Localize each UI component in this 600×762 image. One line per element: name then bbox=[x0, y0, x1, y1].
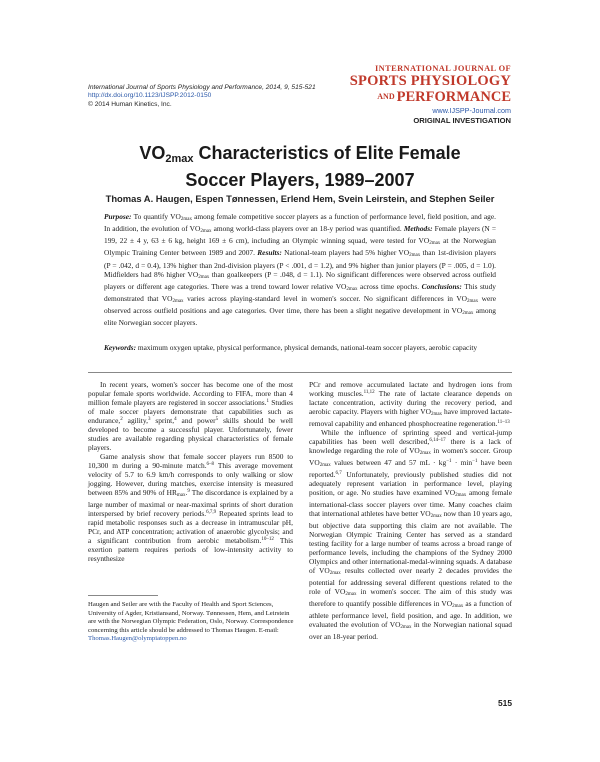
section-divider bbox=[88, 372, 512, 373]
subscript: 2max bbox=[198, 274, 210, 280]
purpose-label: Purpose: bbox=[104, 212, 132, 221]
subscript: 2max bbox=[409, 253, 421, 259]
keywords-label: Keywords: bbox=[104, 343, 137, 352]
title-sub: 2max bbox=[165, 153, 194, 165]
purpose-text: To quantify $VO_{2max}$ among female competitive soccer players as a function of performance level, field position, and age. In addition, the evolution of $VO_{2max}$ among world-class players over an 18-y period was quantified. bbox=[104, 212, 496, 235]
subscript: max bbox=[176, 493, 186, 499]
methods-text: Female players (N = 199, 22 ± 4 y, 63 ± 6 kg, height 169 ± 6 cm), including an Olympic winning squad, were tested for $VO_{2max}$ at the Norwegian Olympic Training Center between 1989 and 2007. bbox=[104, 224, 497, 258]
page-number: 515 bbox=[498, 698, 512, 708]
subscript: 2max bbox=[430, 412, 443, 418]
reference-superscript: 6–8 bbox=[206, 462, 215, 468]
subscript: 2max bbox=[419, 451, 431, 457]
results-label: Results: bbox=[257, 248, 282, 258]
subscript: 2max bbox=[467, 299, 479, 305]
reference-superscript: 1 bbox=[266, 399, 270, 405]
reference-superscript: 9 bbox=[187, 489, 190, 495]
keywords bbox=[104, 343, 496, 352]
conclusions-text: This study demonstrated that $VO_{2max}$ varies across playing-standard level in women's soccer. No significant differences in $VO_{2max}$ were observed across outfield positions and age categories. Over time, there has been a slight negative development in $VO_{2max}$ among elite Norwegian soccer players. bbox=[104, 281, 496, 328]
title-vo: VO bbox=[139, 143, 166, 163]
article-title bbox=[100, 143, 500, 190]
reference-superscript: 10–12 bbox=[261, 537, 274, 543]
article-type: ORIGINAL INVESTIGATION bbox=[413, 116, 511, 125]
brand-line2: SPORTS PHYSIOLOGY bbox=[349, 73, 511, 89]
subscript: 2max bbox=[400, 625, 412, 631]
subscript: 2max bbox=[429, 241, 441, 247]
body-paragraph: Game analysis show that female soccer players run 8500 to 10,300 m during a 90-minute match.$^{6-8}$ This average movement velocity of 5.7 to 6.9 km/h corresponds to only walking or slow jogging. However, during matches, exercise intensity is measured between 85% and 90% of $HR_{max}.^9$ The discordance is explained by a large number of maximal or near-maximal sprints of short duration interspersed by brief recovery periods.$^{6,7,9}$ Repeated sprints lead to rapid metabolic responses such as a decrease in intramuscular pH, PCr, and ATP concentration; activation of anaerobic glycolysis; and a significant contribution from aerobic metabolism.$^{10-12}$ This exertion pattern requires periods of low-intensity activity to resynthesize bbox=[88, 452, 293, 564]
reference-superscript: 11,12 bbox=[363, 390, 375, 396]
methods-label: Methods: bbox=[403, 224, 433, 234]
reference-superscript: 3 bbox=[147, 417, 151, 423]
reference-superscript: −1 bbox=[446, 459, 452, 465]
journal-meta bbox=[88, 84, 358, 109]
reference-superscript: 4 bbox=[174, 417, 177, 423]
title-rest: Characteristics of Elite Female bbox=[193, 143, 461, 163]
reference-superscript: 11–13 bbox=[497, 420, 510, 426]
subscript: 2max bbox=[345, 592, 357, 598]
conclusions-label: Conclusions: bbox=[421, 281, 462, 291]
body-column-left bbox=[88, 380, 293, 563]
footnote-rule bbox=[88, 595, 158, 596]
reference-superscript: 6,14–17 bbox=[429, 438, 446, 444]
subscript: 2max bbox=[455, 493, 467, 499]
journal-website[interactable]: www.IJSPP-Journal.com bbox=[432, 106, 511, 115]
subscript: 2max bbox=[430, 514, 442, 520]
author-footnote bbox=[88, 601, 294, 644]
reference-superscript: 5 bbox=[215, 417, 219, 423]
brand-line3 bbox=[347, 89, 511, 105]
copyright: © 2014 Human Kinetics, Inc. bbox=[88, 100, 172, 108]
subscript: 2max bbox=[452, 604, 464, 610]
author-list: Thomas A. Haugen, Espen Tønnessen, Erlend Hem, Svein Leirstein, and Stephen Seiler bbox=[105, 193, 495, 204]
subscript: 2max bbox=[180, 217, 192, 222]
footnote-text: Haugen and Seiler are with the Faculty of Health and Sport Sciences, University of Agder, Kristiansand, Norway. Tønnessen, Hem, and Leirstein are with the Norwegian Olympic Federation, Oslo, Norway. Correspondence concerning this article should be addressed to Thomas Haugen. E-mail: bbox=[88, 601, 294, 634]
subscript: 2max bbox=[172, 299, 184, 305]
results-text: National-team players had 5% higher $VO_{2max}$ than 1st-division players (P = .042, d = 0.4), 13% higher than 2nd-division players (P < .001, d = 1.2), and 9% higher than junior players (P = .005, d = 1.0). Midfielders had 8% higher $VO_{2max}$ than goalkeepers (P = .048, d = 1.1). No significant differences were observed across outfield players or different age categories. There was a trend toward lower relative $VO_{2max}$ across time epochs. bbox=[104, 248, 496, 292]
reference-superscript: 6,7 bbox=[335, 471, 342, 477]
keywords-text: maximum oxygen uptake, physical performance, physical demands, national-team soccer players, aerobic capacity bbox=[136, 343, 478, 352]
subscript: 2max bbox=[346, 286, 358, 292]
body-paragraph: PCr and remove accumulated lactate and hydrogen ions from working muscles.$^{11,12}$ The rate of lactate clearance depends on lactate concentration, activity during the recovery period, and aerobic capacity. Players with higher $VO_{2max}$ have improved lactate-removal capability and enhanced phosphocreatine regeneration.$^{11-13}$ bbox=[309, 380, 512, 429]
email-link[interactable]: Thomas.Haugen@olympiatoppen.no bbox=[88, 635, 187, 643]
body-paragraph: While the influence of sprinting speed and vertical-jump capabilities has been well described,$^{6,14-17}$ there is a lack of knowledge regarding the role of $VO_{2max}$ in women's soccer. Group $VO_{2max}$ values between 47 and 57 mL · $kg^{-1} \cdot \min^{-1}$ have been reported.$^{6,7}$ Unfortunately, previously published studies did not adequately represent variation in performance level, playing position, or age. No studies have examined $VO_{2max}$ among female international-class soccer players over time. Many coaches claim that international athletes have better $VO_{2max}$ now than 10 years ago, but objective data supporting this claim are not available. The Norwegian Olympic Training Center has served as a standard testing facility for a large number of teams across a broad range of performance levels, including the champions of the Sydney 2000 Olympics and other international-medal-winning squads. A database of $VO_{2max}$ results collected over nearly 2 decades provides the potential for addressing several different questions related to the role of $VO_{2max}$ in women's soccer. The aim of this study was therefore to quantify possible differences in $VO_{2max}$ as a function of athlete performance level, field position, and age. In addition, we evaluated the evolution of $VO_{2max}$ in the Norwegian national squad over an 18-year period. bbox=[309, 428, 513, 642]
brand-performance: PERFORMANCE bbox=[396, 89, 511, 105]
brand-line1: INTERNATIONAL JOURNAL OF bbox=[374, 64, 511, 73]
body-paragraph: In recent years, women's soccer has become one of the most popular female sports worldwide. According to FIFA, more than 4 million female players are registered in soccer associations.$^1$ Studies of male soccer players demonstrate that capabilities such as endurance,$^2$ agility,$^3$ sprint,$^4$ and power$^5$ skills should be well developed to become a successful player. Unfortunately, fewer studies are available regarding physical characteristics of female players. bbox=[88, 380, 293, 453]
subscript: 2max bbox=[329, 571, 341, 577]
body-column-right bbox=[309, 380, 512, 641]
brand-and: AND bbox=[377, 92, 395, 101]
reference-superscript: −1 bbox=[472, 459, 478, 465]
abstract bbox=[104, 212, 496, 328]
journal-brand bbox=[347, 64, 511, 126]
reference-superscript: 2 bbox=[120, 417, 123, 423]
reference-superscript: 6,7,9 bbox=[206, 510, 217, 516]
doi-link[interactable]: http://dx.doi.org/10.1123/IJSPP.2012-0150 bbox=[88, 92, 212, 100]
title-line2: Soccer Players, 1989–2007 bbox=[185, 169, 415, 190]
subscript: 2max bbox=[200, 229, 212, 235]
subscript: 2max bbox=[462, 311, 474, 317]
journal-citation: International Journal of Sports Physiology and Performance, 2014, 9, 515-521 bbox=[88, 84, 316, 91]
subscript: 2max bbox=[319, 463, 331, 469]
